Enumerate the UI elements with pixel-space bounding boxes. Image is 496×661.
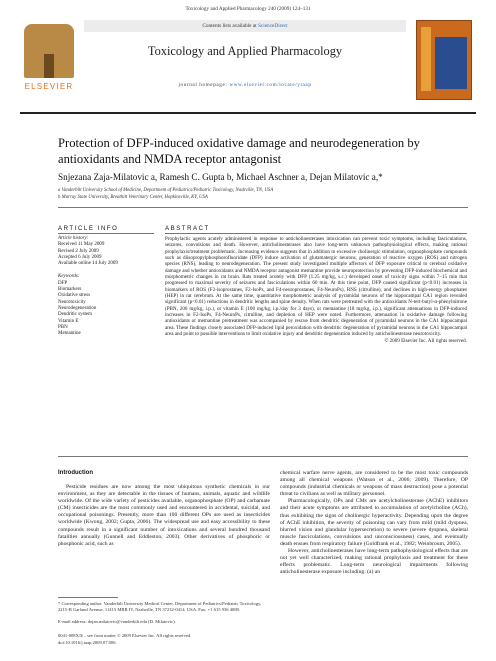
affiliation-a: a Vanderbilt University School of Medicine, Department of Pediatrics/Pediatric Toxicology, Nashville, TN, USA — [58, 188, 274, 193]
journal-cover-image — [416, 20, 472, 100]
intro-paragraph: chemical warfare nerve agents, are considered to be the most toxic compounds among all chemical weapons (Watson et al., 2006; 2009). Therefore, OP compounds (industrial chemicals or weapons of mass destruction) pose a potential threat to civilians as well as military personnel. — [280, 470, 468, 498]
abstract-text: Prophylactic agents acutely administered in response to anticholinesterases intoxication can prevent toxic symptoms, including fasciculations, seizures, convulsions and death. However, anticholinesterases also have long-term unknown pathophysiological effects, making rational prophylaxis/treatment problematic. Increasing evidence suggests that in addition to excessive cholinergic stimulation, organophosphate compounds such as diisopropylphosphorofluoridate (DFP) induce activation of glutamatergic neurons, generation of reactive oxygen (ROS) and nitrogen species (RNS), leading to neurodegeneration. The present study investigated multiple affectors of DFP exposure critical to cerebral oxidative damage and whether antioxidants and NMDA receptor antagonist memantine provide neuroprotection by preventing DFP-induced biochemical and morphometric changes in rat brain. Rats treated acutely with DFP (1.25 mg/kg, s.c.) developed onset of toxicity signs within 7–15 min that progressed to maximal severity of seizures and fasciculations within 60 min. At this time point, DFP caused significant (p<0.01) increases in biomarkers of ROS (F2-isoprostanes, F2-IsoPs, and F4-neuroprostanes, F4-NeuroPs), RNS (citrulline), and declines in high-energy phosphates (HEP) in rat cerebrum. At the same time, quantitative morphometric analysis of pyramidal neurons of the hippocampal CA1 region revealed significant (p<0.01) reductions in dendritic lengths and spine density. When rats were pretreated with the antioxidants N-tert-butyl-α-phenylnitrone (PBN, 200 mg/kg, i.p.), or vitamin E (100 mg/kg, i.p./day for 3 days), or memantine (18 mg/kg, i.p.), significant attenuations in DFP-induced increases in F2-IsoPs, F4-NeuroPs, citrulline, and depletion of HEP were noted. Furthermore, attenuation in oxidative damage following antioxidants or memantine pretreatment was accompanied by rescue from dendritic degeneration of pyramidal neurons in the CA1 hippocampal area. These findings closely associated DFP-induced lipid peroxidation with dendritic degeneration of pyramidal neurons in the CA1 hippocampal area and point to possible interventions to limit oxidative injury and dendritic degeneration induced by anticholinesterase neurotoxicity. — [165, 236, 467, 338]
article-info — [58, 236, 148, 337]
keyword: Neurodegeneration — [58, 305, 97, 311]
abstract — [165, 236, 467, 344]
keyword: Vitamin E — [58, 318, 79, 324]
history-item: Received 11 May 2009 — [58, 242, 105, 248]
article-authors: Snjezana Zaja-Milatovic a, Ramesh C. Gupta b, Michael Aschner a, Dejan Milatovic a,* — [58, 172, 383, 182]
intro-paragraph: Pharmacologically, OPs and CMs are acetylcholinesterase (AChE) inhibitors and their acute symptoms are attributed to accumulation of acetylcholine (ACh), thus exhibiting the signs of cholinergic hyperactivity. Depending upon the degree of AChE inhibition, the severity of poisoning can vary from mild (mild dyspnea, blurred vision and glandular hypersecretion) to severe (severe dyspnea, skeletal muscle fasciculations, convulsions and unconsciousness) cases, and eventually death ensues from respiratory failure (Goldfrank et al., 1982; Weinbroum, 2005). — [280, 498, 468, 547]
intro-paragraph: Pesticide residues are now among the most ubiquitous synthetic chemicals in our environment, as they are detectable in the tissues of humans, animals, aquatic and wildlife worldwide. Of the wide variety of pesticides available, organophosphate (OP) and carbamate (CM) insecticides are the most commonly used and encountered in accidental, suicidal, and occupational poisonings. Presently, more than 100 different OPs are used as insecticides worldwide (Kwong, 2002; Gupta, 2006). The widespread use and easy accessibility to these compounds result in a significant number of intoxications and several hundred thousand fatalities annually (Gunnell and Eddleston, 2003). Other derivatives of phosphoric or phosphonic acid, such as — [58, 484, 270, 547]
elsevier-logo — [20, 24, 78, 98]
keywords-label: Keywords: — [58, 274, 80, 280]
journal-homepage — [84, 82, 406, 88]
introduction-heading: Introduction — [58, 470, 93, 476]
corresponding-author-note: * Corresponding author. Vanderbilt University Medical Center, Department of Pediatrics/Pediatric Toxicology, 2215-B Garland Avenue, 11415 MRB IV, Nashville, TN 37232-0414, USA. Fax: +1 615 936 4080. — [58, 601, 262, 612]
cover-band — [421, 27, 431, 91]
history-item: Accepted 6 July 2009 — [58, 254, 102, 260]
article-info-heading: ARTICLE INFO — [58, 226, 119, 232]
doi-link[interactable]: doi:10.1016/j.taap.2009.07.006 — [58, 640, 116, 645]
journal-name: Toxicology and Applied Pharmacology — [147, 44, 343, 58]
right-column — [280, 470, 468, 576]
history-item: Available online 14 July 2009 — [58, 261, 118, 267]
issn-line: 0041-008X/$ – see front matter © 2009 Elsevier Inc. All rights reserved. — [58, 633, 192, 638]
contents-prefix: Contents lists available at — [202, 23, 258, 29]
abstract-heading: ABSTRACT — [165, 226, 210, 232]
elsevier-tree-icon — [24, 24, 74, 78]
contents-bar — [84, 20, 406, 32]
affiliation-rule — [58, 207, 468, 208]
history-item: Revised 2 July 2009 — [58, 248, 99, 254]
keyword: Biomarkers — [58, 287, 82, 293]
keyword: Neurotoxicity — [58, 299, 86, 305]
keyword: DFP — [58, 280, 68, 286]
publisher-name: ELSEVIER — [24, 82, 74, 91]
keyword: Memantine — [58, 331, 81, 337]
keyword: Dendritic system — [58, 312, 93, 318]
article-title: Protection of DFP-induced oxidative damage and neurodegeneration by antioxidants and NMDA receptor antagonist — [58, 136, 420, 166]
info-rule — [58, 233, 154, 234]
homepage-link[interactable]: www.elsevier.com/locate/ytaap — [229, 82, 312, 88]
journal-banner — [20, 16, 476, 106]
abstract-rule — [165, 233, 467, 234]
cover-figure — [435, 37, 467, 89]
running-head: Toxicology and Applied Pharmacology 240 (2009) 124–131 — [185, 6, 311, 12]
footnote-rule — [58, 597, 118, 598]
affiliation-b: b Murray State University, Breathitt Veterinary Center, Hopkinsville, KY, USA — [58, 195, 208, 200]
copyright: © 2009 Elsevier Inc. All rights reserved. — [384, 337, 467, 344]
abstract-bottom-rule — [58, 456, 468, 457]
keyword: PBN — [58, 324, 68, 330]
sciencedirect-link[interactable]: ScienceDirect — [257, 23, 288, 29]
journal-header — [84, 16, 406, 106]
homepage-prefix: journal homepage: — [178, 82, 230, 88]
keyword: Oxidative stress — [58, 293, 91, 299]
history-label: Article history: — [58, 236, 89, 241]
header-rule — [20, 112, 476, 114]
email-note: E-mail address: dejan.milatovic@vanderbilt.edu (D. Milatovic). — [58, 619, 176, 624]
intro-paragraph: However, anticholinesterases have long-term pathophysiological effects that are not yet well characterized, making rational prophylaxis and treatment for these effects problematic. Long-term neurological impairments following anticholinesterase exposure including: (a) an — [280, 548, 468, 576]
left-column — [58, 484, 270, 548]
